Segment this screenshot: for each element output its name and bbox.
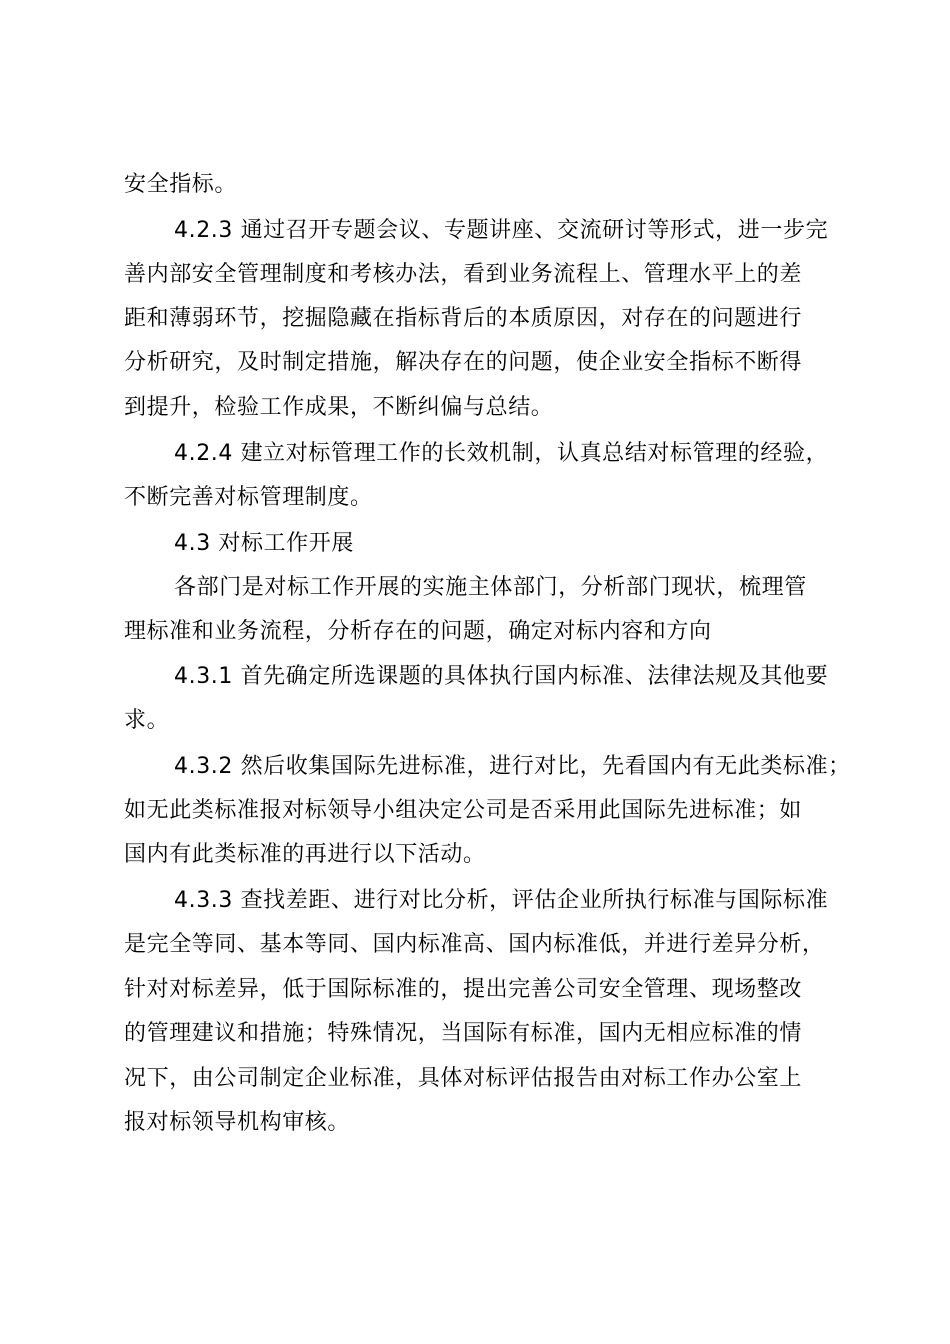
section-heading: 4.3 对标工作开展 — [174, 531, 354, 556]
text-line: 安全指标。 — [124, 172, 238, 197]
text-line: 是完全等同、基本等同、国内标准高、国内标准低，并进行差异分析， — [124, 932, 825, 957]
text-line: 况下，由公司制定企业标准，具体对标评估报告由对标工作办公室上 — [124, 1066, 803, 1091]
text-line: 报对标领导机构审核。 — [124, 1110, 351, 1135]
text-line: 4.3.3 查找差距、进行对比分析，评估企业所执行标准与国际标准 — [174, 888, 829, 913]
text-line: 到提升，检验工作成果，不断纠偏与总结。 — [124, 395, 554, 420]
text-line: 4.2.3 通过召开专题会议、专题讲座、交流研讨等形式，进一步完 — [174, 218, 829, 243]
text-line: 不断完善对标管理制度。 — [124, 485, 373, 510]
text-line: 善内部安全管理制度和考核办法，看到业务流程上、管理水平上的差 — [124, 262, 803, 287]
text-line: 求。 — [124, 708, 170, 733]
text-line: 4.2.4 建立对标管理工作的长效机制，认真总结对标管理的经验， — [174, 441, 829, 466]
text-line: 针对对标差异，低于国际标准的，提出完善公司安全管理、现场整改 — [124, 977, 803, 1002]
text-line: 理标准和业务流程，分析存在的问题，确定对标内容和方向 — [124, 619, 712, 644]
text-line: 4.3.1 首先确定所选课题的具体执行国内标准、法律法规及其他要 — [174, 664, 829, 689]
text-line: 4.3.2 然后收集国际先进标准，进行对比，先看国内有无此类标准； — [174, 754, 851, 779]
text-line: 国内有此类标准的再进行以下活动。 — [124, 842, 486, 867]
text-line: 距和薄弱环节，挖掘隐藏在指标背后的本质原因，对存在的问题进行 — [124, 306, 803, 331]
text-line: 分析研究，及时制定措施，解决存在的问题，使企业安全指标不断得 — [124, 350, 803, 375]
text-line: 如无此类标准报对标领导小组决定公司是否采用此国际先进标准；如 — [124, 798, 803, 823]
text-line: 的管理建议和措施；特殊情况，当国际有标准，国内无相应标准的情 — [124, 1021, 803, 1046]
text-line: 各部门是对标工作开展的实施主体部门，分析部门现状，梳理管 — [174, 575, 807, 600]
